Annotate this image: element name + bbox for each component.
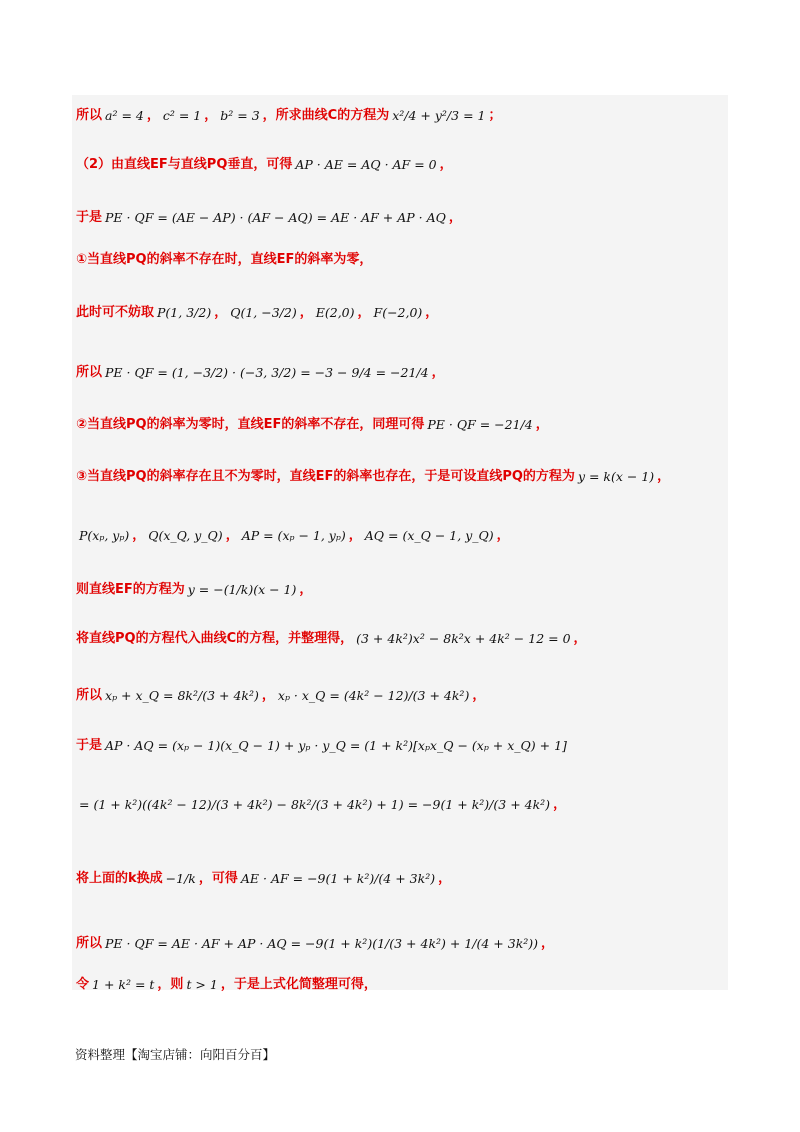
math-expression: (3 + 4k²)x² − 8k²x + 4k² − 12 = 0 [356,631,571,646]
solution-text: 此时可不妨取 [76,305,155,320]
solution-text: ， [439,157,453,172]
math-expression: Q(x_Q, y_Q) [148,528,223,543]
solution-text: ， [214,305,228,320]
solution-line [76,528,510,544]
math-expression: y = −(1/k)(x − 1) [187,582,297,597]
solution-text: ， [496,528,510,543]
math-expression: a² = 4 [105,108,144,123]
math-expression: AE · AF = −9(1 + k²)/(4 + 3k²) [240,871,436,886]
math-expression: xₚ · x_Q = (4k² − 12)/(3 + 4k²) [277,688,470,703]
solution-line [76,157,453,173]
solution-text: ， [204,108,218,123]
math-expression: Q(1, −3/2) [230,305,297,320]
math-expression: P(1, 3/2) [157,305,212,320]
solution-text: 于是 [76,738,103,753]
solution-text: ， [261,688,275,703]
solution-text: ， [146,108,160,123]
solution-line [76,936,554,952]
solution-text: ③当直线PQ的斜率存在且不为零时，直线EF的斜率也存在，于是可设直线PQ的方程为 [76,469,575,484]
solution-text: ， [357,305,371,320]
solution-line [76,582,312,598]
solution-text: ， [553,797,567,812]
solution-line [76,417,549,433]
solution-text: ， [132,528,146,543]
math-expression: xₚ + x_Q = 8k²/(3 + 4k²) [105,688,259,703]
math-expression: 1 + k² = t [92,977,155,992]
solution-text: ②当直线PQ的斜率为零时，直线EF的斜率不存在，同理可得 [76,417,425,432]
solution-text: ， [535,417,549,432]
solution-text: ①当直线PQ的斜率不存在时，直线EF的斜率为零， [76,252,373,267]
solution-line [76,977,377,993]
math-expression: PE · QF = AE · AF + AP · AQ = −9(1 + k²)(1/(3 + 4k²) + 1/(4 + 3k²)) [105,936,539,951]
solution-text: ， [299,305,313,320]
solution-text: 将直线PQ的方程代入曲线C的方程，并整理得， [76,631,354,646]
math-expression: AQ = (x_Q − 1, y_Q) [364,528,494,543]
solution-text: 所以 [76,108,103,123]
math-expression: AP · AQ = (xₚ − 1)(x_Q − 1) + yₚ · y_Q = (1 + k²)[xₚx_Q − (xₚ + x_Q) + 1] [105,738,567,753]
solution-text: 于是 [76,210,103,225]
math-expression: PE · QF = (1, −3/2) · (−3, 3/2) = −3 − 9/4 = −21/4 [105,365,429,380]
solution-text: ， [348,528,362,543]
solution-text: ， [448,210,462,225]
solution-text: ； [488,108,502,123]
solution-line [76,738,570,754]
solution-text: ， [472,688,486,703]
solution-text: ， [573,631,587,646]
math-expression: F(−2,0) [373,305,423,320]
solution-text: 所以 [76,936,103,951]
solution-text: ，则 [157,977,184,992]
solution-text: ， [425,305,439,320]
solution-text: 所以 [76,688,103,703]
solution-text: 将上面的k换成 [76,871,163,886]
solution-line [76,631,587,647]
solution-text: ，所求曲线C的方程为 [262,108,390,123]
math-expression: b² = 3 [220,108,260,123]
solution-text: ，于是上式化简整理可得， [220,977,377,992]
solution-text: ， [657,469,671,484]
math-expression: E(2,0) [315,305,355,320]
solution-text: 所以 [76,365,103,380]
math-expression: PE · QF = −21/4 [427,417,533,432]
solution-line [76,365,445,381]
math-expression: PE · QF = (AE − AP) · (AF − AQ) = AE · AF + AP · AQ [105,210,446,225]
solution-text: ，可得 [198,871,238,886]
solution-text: ， [431,365,445,380]
math-expression: x²/4 + y²/3 = 1 [392,108,486,123]
solution-line [76,108,502,124]
solution-line [76,871,451,887]
solution-text: ， [438,871,452,886]
math-expression: y = k(x − 1) [577,469,655,484]
math-expression: t > 1 [186,977,218,992]
solution-line [76,252,372,268]
solution-text: 令 [76,977,90,992]
math-expression: AP = (xₚ − 1, yₚ) [241,528,346,543]
solution-text: ， [299,582,313,597]
solution-line [76,797,566,813]
math-expression: P(xₚ, yₚ) [79,528,130,543]
math-expression: AP · AE = AQ · AF = 0 [295,157,437,172]
math-expression: −1/k [165,871,196,886]
footer-source: 资料整理【淘宝店铺：向阳百分百】 [75,1047,276,1062]
math-expression: c² = 1 [162,108,202,123]
math-expression: = (1 + k²)((4k² − 12)/(3 + 4k²) − 8k²/(3 + 4k²) + 1) = −9(1 + k²)/(3 + 4k²) [79,797,551,812]
solution-text: ， [541,936,555,951]
solution-line [76,688,485,704]
solution-line [76,469,670,485]
solution-line [76,210,462,226]
solution-line [76,305,438,321]
solution-text: ， [225,528,239,543]
solution-text: 则直线EF的方程为 [76,582,185,597]
solution-text: （2）由直线EF与直线PQ垂直，可得 [76,157,293,172]
